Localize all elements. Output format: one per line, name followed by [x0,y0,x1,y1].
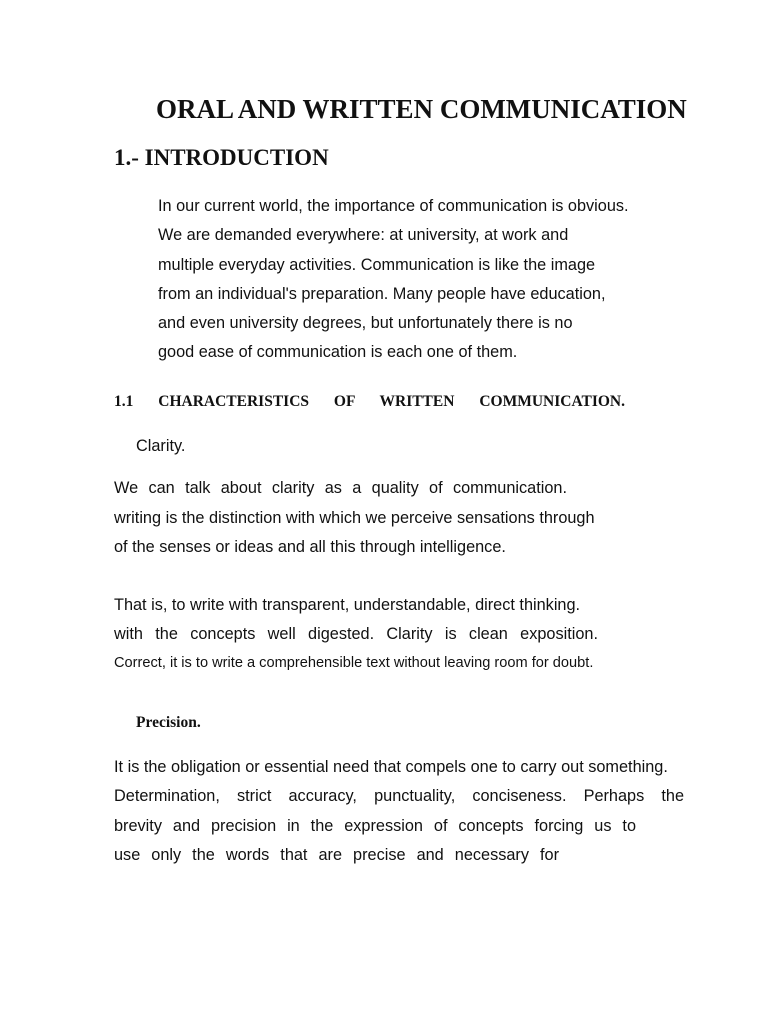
precision-line: It is the obligation or essential need that compels one to carry out something. [114,758,668,776]
intro-line: In our current world, the importance of communication is obvious. [158,197,629,215]
document-title: ORAL AND WRITTEN COMMUNICATION [156,94,687,124]
precision-label: Precision. [136,714,201,731]
subsection-heading-characteristics: 1.1 CHARACTERISTICS OF WRITTEN COMMUNICATION. [114,393,625,410]
intro-line: good ease of communication is each one of them. [158,343,518,361]
clarity-line: We can talk about clarity as a quality of communication. [114,479,567,497]
intro-line: multiple everyday activities. Communication is like the image [158,256,596,274]
section-heading-introduction: 1.- INTRODUCTION [114,145,329,170]
clarity-line: writing is the distinction with which we perceive sensations through [114,509,595,527]
precision-line: use only the words that are precise and necessary for [114,846,559,864]
intro-line: and even university degrees, but unfortunately there is no [158,314,573,332]
intro-line: We are demanded everywhere: at university, at work and [158,226,569,244]
clarity-line: of the senses or ideas and all this through intelligence. [114,538,506,556]
intro-line: from an individual's preparation. Many people have education, [158,285,606,303]
clarity-label: Clarity. [136,437,186,455]
precision-line: Determination, strict accuracy, punctuality, conciseness. Perhaps the [114,787,684,805]
clarity-line: That is, to write with transparent, understandable, direct thinking. [114,596,581,614]
precision-line: brevity and precision in the expression of concepts forcing us to [114,817,636,835]
clarity-line: Correct, it is to write a comprehensible text without leaving room for doubt. [114,655,594,671]
clarity-line: with the concepts well digested. Clarity is clean exposition. [114,625,598,643]
